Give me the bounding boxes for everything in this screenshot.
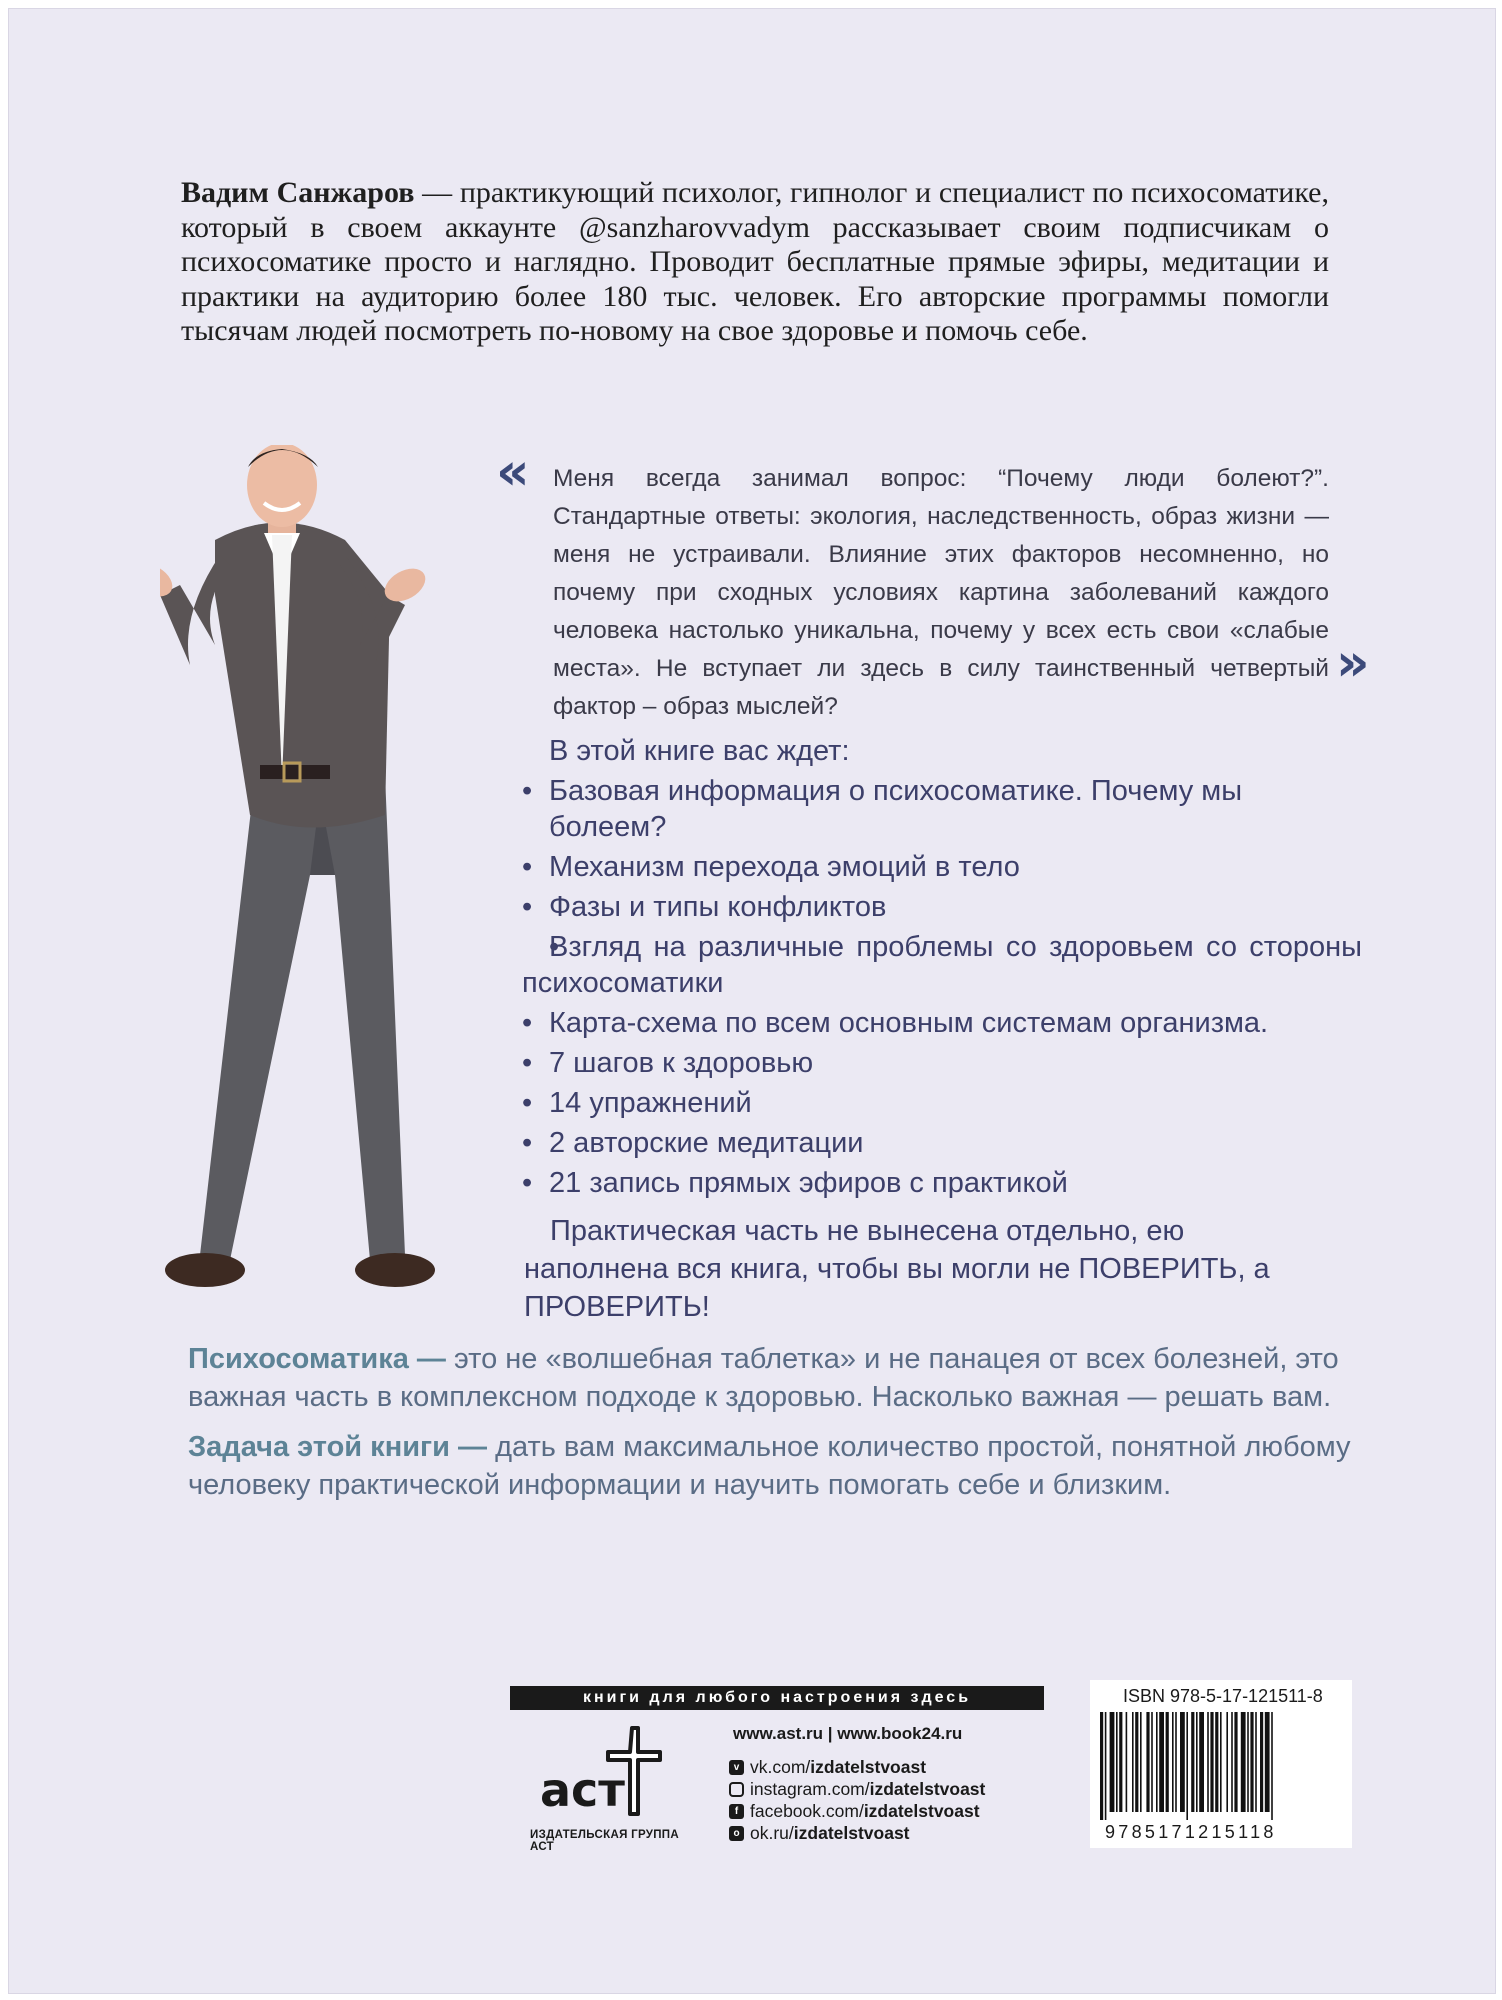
barcode-bar [1132, 1712, 1134, 1812]
barcode-bar [1271, 1712, 1273, 1820]
author-photo [160, 445, 500, 1295]
author-bio-text: — практикующий психолог, гипнолог и специалист по психосоматике, который в своем аккаунте @sanzharovvadym рассказывает своим подписчикам о психосоматике просто и наглядно. Проводит бесплатные прямые эфиры, медитации и практики на аудиторию более 180 тыс. человек. Его авторские программы помогли тысячам людей посмотреть по-новому на свое здоровье и помочь себе. [181, 176, 1329, 347]
quote-close-mark: » [1336, 633, 1370, 693]
barcode-bar [1180, 1712, 1185, 1812]
barcode-bar [1196, 1712, 1198, 1812]
psychosomatics-paragraph [188, 1340, 1368, 1416]
social-link-ok[interactable]: o ok.ru/ izdatelstvoast [729, 1822, 985, 1844]
barcode-bar [1250, 1712, 1253, 1812]
barcode-bar [1234, 1712, 1237, 1812]
barcode-bar [1199, 1712, 1204, 1812]
instagram-icon [729, 1782, 744, 1797]
psychosomatics-text: это не «волшебная таблетка» и не панацея от всех болезней, это важная часть в комплексном подходе к здоровью. Насколько важная — решать вам. [188, 1343, 1339, 1413]
publisher-slogan: книги для любого настроения здесь [510, 1686, 1044, 1710]
author-quote: Меня всегда занимал вопрос: “Почему люди болеют?”. Стандартные ответы: экология, наследственность, образ жизни — меня не устраивали. Влияние этих факторов несомненно, но почему при сходных условиях картина заболеваний каждого человека настолько уникальна, почему у всех есть свои «слабые места». Не вступает ли здесь в силу таинственный четвертый фактор – образ мыслей? [553, 465, 1329, 720]
list-item: • Карта-схема по всем основным системам организма. [522, 1005, 1362, 1041]
author-bio [181, 176, 1329, 349]
barcode-bar [1255, 1712, 1257, 1812]
social-link-instagram[interactable]: instagram.com/ izdatelstvoast [729, 1778, 985, 1800]
barcode-image [1100, 1712, 1340, 1820]
barcode-bar [1119, 1712, 1122, 1812]
ast-logo-text: аст [540, 1763, 625, 1817]
barcode-bar [1100, 1712, 1103, 1820]
social-link-vk[interactable]: v vk.com/ izdatelstvoast [729, 1756, 985, 1778]
barcode-bar [1215, 1712, 1218, 1812]
barcode-bar [1241, 1712, 1246, 1812]
barcode-bar [1135, 1712, 1138, 1812]
barcode-bar [1140, 1712, 1142, 1812]
list-item: • 7 шагов к здоровью [522, 1045, 1362, 1081]
barcode-bar [1105, 1712, 1107, 1820]
practical-note [524, 1212, 1324, 1326]
barcode-digits: 9785171215118 [1105, 1822, 1277, 1842]
barcode-bar [1126, 1712, 1128, 1812]
barcode-bar [1186, 1712, 1188, 1820]
isbn-number: ISBN 978-5-17-121511-8 [1123, 1686, 1323, 1706]
task-text: дать вам максимальное количество простой, понятной любому человеку практической информации и научить помогать себе и близким. [188, 1431, 1351, 1501]
barcode-bar [1151, 1712, 1153, 1812]
practical-note-text: Практическая часть не вынесена отдельно, ею наполнена вся книга, чтобы вы могли не ПОВЕРИТЬ, а ПРОВЕРИТЬ! [524, 1215, 1270, 1323]
barcode-bar [1247, 1712, 1249, 1812]
facebook-icon: f [729, 1804, 744, 1819]
list-item: • 14 упражнений [522, 1085, 1362, 1121]
contents-list [522, 773, 1362, 1205]
list-item: • Фазы и типы конфликтов [522, 889, 1362, 925]
barcode-bar [1210, 1712, 1213, 1812]
ok-icon: o [729, 1826, 744, 1841]
list-item: • Взгляд на различные проблемы со здоровьем со стороны психосоматики [522, 929, 1362, 1001]
barcode-bar [1175, 1712, 1177, 1812]
vk-icon: v [729, 1760, 744, 1775]
barcode-bar [1159, 1712, 1164, 1812]
list-item: • Механизм перехода эмоций в тело [522, 849, 1362, 885]
social-links [729, 1756, 985, 1844]
task-term: Задача этой книги — [188, 1431, 488, 1463]
barcode-bar [1231, 1712, 1233, 1812]
barcode-bar [1172, 1712, 1174, 1812]
barcode-bar [1166, 1712, 1169, 1812]
ast-logo [534, 1722, 684, 1822]
list-item: • 2 авторские медитации [522, 1125, 1362, 1161]
barcode-bar [1191, 1712, 1194, 1812]
social-link-facebook[interactable]: f facebook.com/ izdatelstvoast [729, 1800, 985, 1822]
publisher-websites[interactable]: www.ast.ru | www.book24.ru [733, 1724, 963, 1743]
list-item: • Базовая информация о психосоматике. Почему мы болеем? [522, 773, 1362, 845]
task-paragraph [188, 1428, 1368, 1504]
barcode-bar [1207, 1712, 1209, 1812]
barcode-bar [1260, 1712, 1263, 1812]
barcode-bar [1220, 1712, 1222, 1812]
barcode-bar [1110, 1712, 1115, 1812]
publisher-caption: ИЗДАТЕЛЬСКАЯ ГРУППА АСТ [530, 1829, 679, 1853]
barcode-bar [1146, 1712, 1149, 1812]
author-name: Вадим Санжаров [181, 176, 415, 209]
barcode-bar [1226, 1712, 1228, 1812]
barcode-bar [1265, 1712, 1270, 1812]
psychosomatics-term: Психосоматика — [188, 1343, 446, 1375]
barcode-bar [1116, 1712, 1118, 1812]
contents-title: В этой книге вас ждет: [549, 735, 850, 767]
quote-open-mark: « [496, 442, 530, 502]
barcode-bar [1156, 1712, 1158, 1812]
list-item: • 21 запись прямых эфиров с практикой [522, 1165, 1362, 1201]
